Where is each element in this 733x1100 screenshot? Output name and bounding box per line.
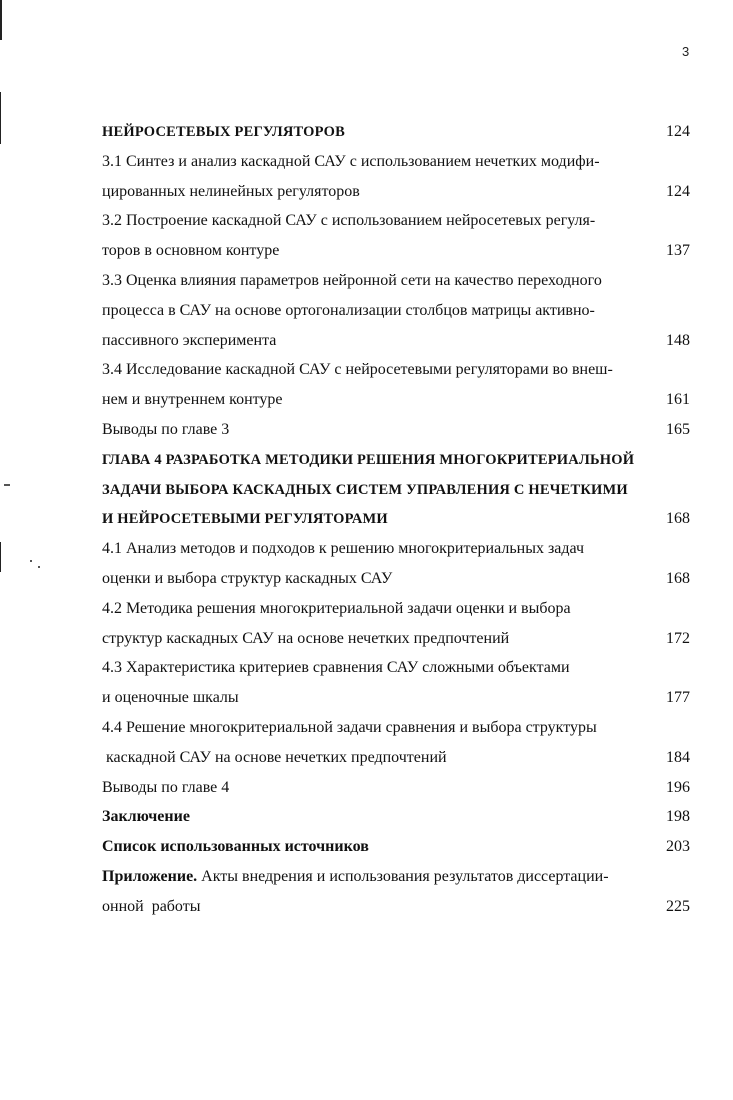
toc-page-number: 124 — [666, 123, 690, 140]
toc-line — [102, 177, 692, 207]
toc-line-text: онной работы — [102, 897, 201, 915]
scan-speck — [30, 560, 32, 562]
toc-page-number: 165 — [666, 420, 690, 438]
toc-line-text: НЕЙРОСЕТЕВЫХ РЕГУЛЯТОРОВ — [102, 124, 345, 140]
scan-edge-artifact — [0, 0, 2, 40]
toc-line-text: нем и внутреннем контуре — [102, 391, 283, 409]
scan-speck — [38, 566, 40, 568]
toc-line-text: процесса в САУ на основе ортогонализации столбцов матрицы активно- — [102, 301, 595, 319]
toc-line-text: 4.4 Решение многокритериальной задачи сравнения и выбора структуры — [102, 718, 597, 736]
toc-line — [102, 624, 692, 654]
toc-page-number: 137 — [666, 242, 690, 260]
toc-line — [102, 415, 692, 445]
toc-line-text: Выводы по главе 4 — [102, 778, 230, 796]
toc-line-text: 3.2 Построение каскадной САУ с использованием нейросетевых регуля- — [102, 212, 596, 230]
toc-line-text: каскадной САУ на основе нечетких предпочтений — [102, 748, 447, 766]
page-number: 3 — [682, 44, 690, 59]
toc-line — [102, 475, 692, 505]
scan-edge-artifact — [0, 542, 1, 572]
toc-line — [102, 862, 692, 892]
toc-line-text: 4.3 Характеристика критериев сравнения САУ сложными объектами — [102, 659, 570, 677]
toc-line — [102, 892, 692, 922]
toc-line — [102, 326, 692, 356]
toc-page-number: 184 — [666, 748, 690, 766]
table-of-contents — [102, 117, 692, 922]
toc-line — [102, 773, 692, 803]
toc-line — [102, 266, 692, 296]
toc-line-text: структур каскадных САУ на основе нечетких предпочтений — [102, 629, 510, 647]
toc-line-text: ЗАДАЧИ ВЫБОРА КАСКАДНЫХ СИСТЕМ УПРАВЛЕНИЯ С НЕЧЕТКИМИ — [102, 481, 628, 498]
toc-page-number: 225 — [666, 897, 690, 915]
toc-line — [102, 713, 692, 743]
toc-line — [102, 296, 692, 326]
toc-page-number: 168 — [666, 569, 690, 587]
toc-line — [102, 355, 692, 385]
toc-line-lead: Приложение. — [102, 867, 198, 885]
toc-line — [102, 147, 692, 177]
toc-page-number: 203 — [666, 838, 690, 856]
toc-line-text: ГЛАВА 4 РАЗРАБОТКА МЕТОДИКИ РЕШЕНИЯ МНОГОКРИТЕРИАЛЬНОЙ — [102, 451, 635, 468]
toc-page-number: 168 — [666, 510, 690, 528]
toc-line — [102, 653, 692, 683]
toc-line-text: 3.1 Синтез и анализ каскадной САУ с использованием нечетких модифи- — [102, 152, 600, 170]
toc-line-text: 3.4 Исследование каскадной САУ с нейросетевыми регуляторами во внеш- — [102, 361, 613, 379]
toc-line — [102, 743, 692, 773]
toc-line-text: 3.3 Оценка влияния параметров нейронной сети на качество переходного — [102, 271, 602, 289]
toc-line — [102, 802, 692, 832]
toc-line-text: Заключение — [102, 808, 190, 826]
scan-edge-artifact — [0, 92, 1, 144]
toc-line — [102, 206, 692, 236]
toc-line — [102, 385, 692, 415]
toc-line — [102, 832, 692, 862]
toc-line — [102, 236, 692, 266]
toc-line-text: пассивного эксперимента — [102, 331, 277, 349]
toc-page-number: 124 — [666, 182, 690, 200]
toc-line — [102, 117, 692, 147]
toc-page-number: 198 — [666, 808, 690, 826]
toc-page-number: 161 — [666, 391, 690, 409]
toc-line — [102, 504, 692, 534]
toc-line — [102, 534, 692, 564]
toc-line-text: торов в основном контуре — [102, 242, 280, 260]
toc-page-number: 172 — [666, 629, 690, 647]
toc-line — [102, 445, 692, 475]
toc-page-number: 148 — [666, 331, 690, 349]
toc-line-text: И НЕЙРОСЕТЕВЫМИ РЕГУЛЯТОРАМИ — [102, 511, 388, 528]
scan-speck — [4, 484, 10, 486]
toc-line-text: Список использованных источников — [102, 838, 369, 856]
toc-line — [102, 594, 692, 624]
toc-line — [102, 564, 692, 594]
toc-line-text: 4.2 Методика решения многокритериальной задачи оценки и выбора — [102, 599, 571, 617]
toc-line-text: Акты внедрения и использования результатов диссертации- — [197, 867, 609, 885]
toc-line-text: цированных нелинейных регуляторов — [102, 182, 360, 200]
toc-page-number: 196 — [666, 778, 690, 796]
toc-page-number: 177 — [666, 689, 690, 707]
toc-line-text: оценки и выбора структур каскадных САУ — [102, 569, 393, 587]
toc-line-text: и оценочные шкалы — [102, 689, 239, 707]
toc-line-text: 4.1 Анализ методов и подходов к решению многокритериальных задач — [102, 540, 585, 558]
toc-line-text: Выводы по главе 3 — [102, 420, 230, 438]
toc-line — [102, 683, 692, 713]
